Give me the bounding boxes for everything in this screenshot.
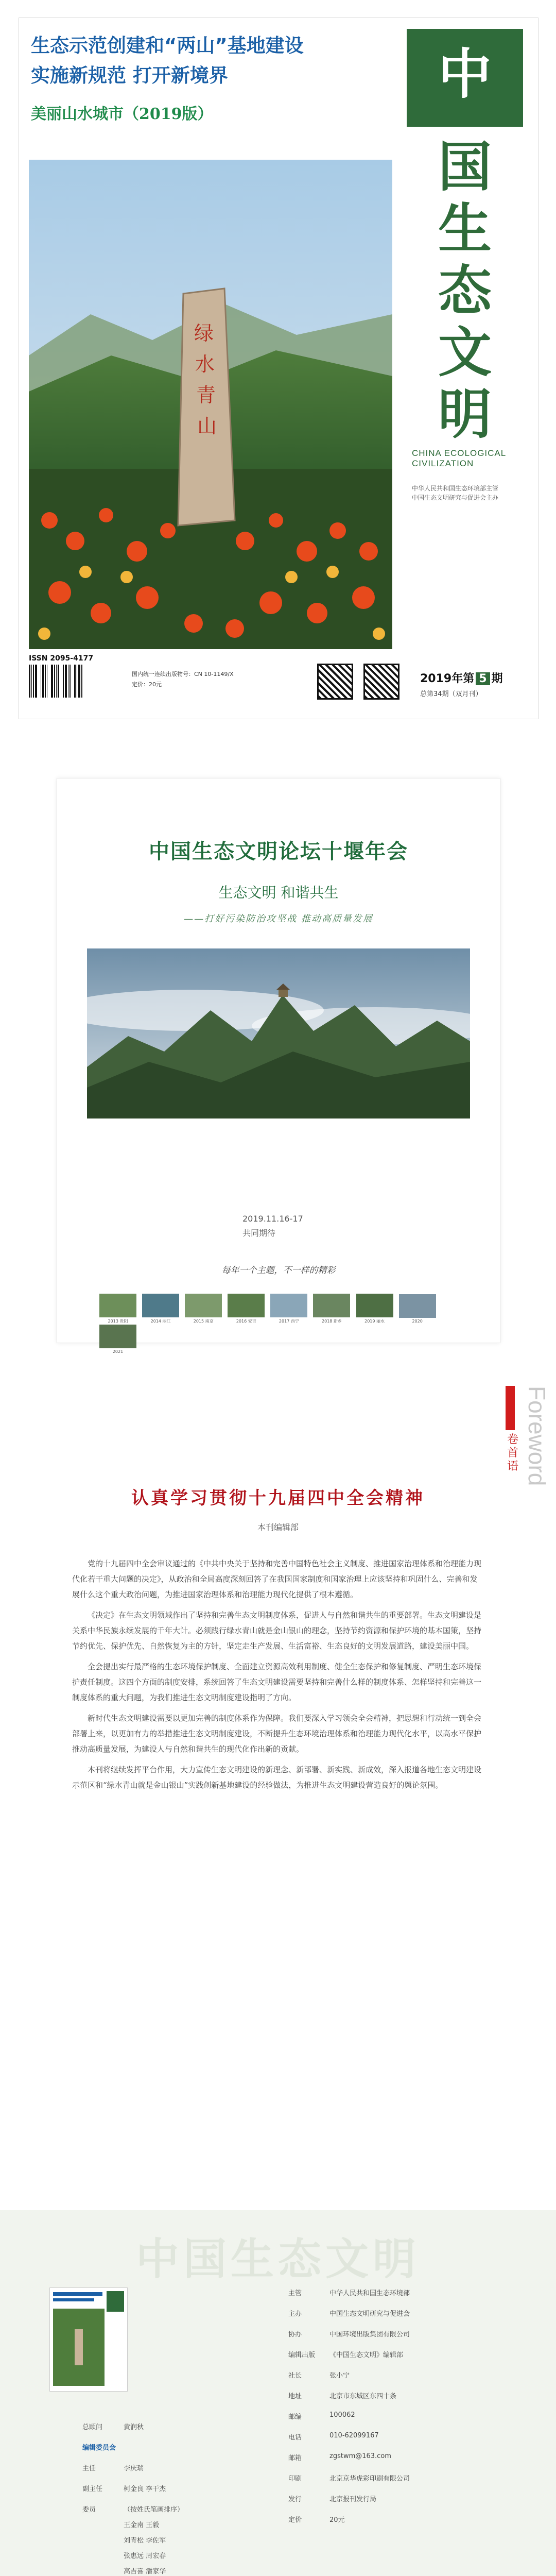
cover-foot-line-1: 国内统一连续出版物号：CN 10-1149/X <box>132 671 234 677</box>
imprint-label: 印刷 <box>288 2475 302 2483</box>
imprint-value: 北京报刊发行局 <box>329 2496 377 2503</box>
qr-code-icon <box>317 664 353 700</box>
imprint-value: 北京市东城区东四十条 <box>329 2393 397 2400</box>
imprint-value: 黄润秋 <box>124 2424 144 2431</box>
imprint-label: 总顾问 <box>82 2424 103 2431</box>
imprint-value: 张惠远 周宏春 <box>124 2552 166 2560</box>
thumbnail: 2021 <box>99 1325 136 1348</box>
imprint-value: 《中国生态文明》编辑部 <box>329 2351 404 2359</box>
forum-venue: 共同期待 <box>242 1228 276 1238</box>
cover-photo-illustration <box>29 160 392 649</box>
imprint-value: 20元 <box>329 2516 345 2524</box>
masthead-char-4: 态 <box>438 259 492 322</box>
forum-mountain-photo <box>87 948 470 1118</box>
thumbnail: 2014 丽江 <box>142 1294 179 1317</box>
thumbnail: 2019 丽水 <box>356 1294 393 1317</box>
imprint-value: 高吉喜 潘家华 <box>124 2568 166 2575</box>
cover-issue <box>420 670 503 686</box>
imprint-value: zgstwm@163.com <box>329 2452 391 2460</box>
imprint-value: 北京京华虎彩印刷有限公司 <box>329 2475 410 2483</box>
foreword-title: 认真学习贯彻十九届四中全会精神 <box>131 1488 425 1509</box>
imprint-label: 协办 <box>288 2331 302 2338</box>
forum-slogan: ——打好污染防治攻坚战 推动高质量发展 <box>184 913 373 924</box>
foreword-page <box>0 1386 556 2179</box>
forum-quote: 每年一个主题，不一样的精彩 <box>221 1265 336 1276</box>
cover-issue-suffix: 期 <box>491 672 503 685</box>
thumbnail: 2013 贵阳 <box>99 1294 136 1317</box>
imprint-label: 邮箱 <box>288 2454 302 2462</box>
imprint-value: 中华人民共和国生态环境部 <box>329 2290 410 2297</box>
svg-text:水: 水 <box>195 353 215 376</box>
thumbnail: 2017 西宁 <box>270 1294 307 1317</box>
thumbnail: 2015 南京 <box>185 1294 222 1317</box>
forum-title: 中国生态文明论坛十堰年会 <box>149 839 408 863</box>
forum-theme: 生态文明 和谐共生 <box>218 884 339 901</box>
masthead-char-2: 国 <box>438 135 492 198</box>
imprint-cover-thumbnail <box>49 2287 128 2392</box>
cover-footer <box>29 654 523 706</box>
cover-issue-year: 2019年第 <box>420 672 475 685</box>
foreword-english: Foreword <box>524 1386 550 1486</box>
imprint-label: 主任 <box>82 2465 96 2472</box>
cover-barcode <box>29 665 116 701</box>
imprint-label: 发行 <box>288 2496 302 2503</box>
imprint-label: 社长 <box>288 2372 302 2380</box>
cover-issn: ISSN 2095-4177 <box>29 654 94 663</box>
imprint-label: 主办 <box>288 2310 302 2318</box>
foreword-paragraph: 党的十九届四中全会审议通过的《中共中央关于坚持和完善中国特色社会主义制度、推进国家治理体系和治理能力现代化若干重大问题的决定》，从政治和全局高度深刻回答了在我国国家制度和国家治理上应该坚持和巩固什么、完善和发展什么这个重大政治问题，为推进国家治理体系和治理能力现代化提供了根本遵循。 <box>72 1559 482 1599</box>
cover-total-issue: 总第34期（双月刊） <box>420 690 482 698</box>
imprint-label: 邮编 <box>288 2413 302 2421</box>
imprint-label: 定价 <box>288 2516 302 2524</box>
cover-english-title: CHINA ECOLOGICAL CIVILIZATION <box>412 448 506 468</box>
imprint-label: 副主任 <box>82 2485 103 2493</box>
cover-headline-1: 生态示范创建和“两山”基地建设 <box>31 35 304 57</box>
imprint-value: 刘青松 李佐军 <box>124 2537 166 2545</box>
svg-text:青: 青 <box>196 384 216 406</box>
forum-date: 2019.11.16-17 <box>242 1214 303 1224</box>
imprint-value: 中国环境出版集团有限公司 <box>329 2331 410 2338</box>
thumbnail: 2016 安吉 <box>228 1294 265 1317</box>
imprint-value: （按姓氏笔画排序） <box>124 2506 184 2514</box>
cover-photo <box>29 160 392 649</box>
imprint-label: 主管 <box>288 2290 302 2297</box>
foreword-paragraph: 《决定》在生态文明领域作出了坚持和完善生态文明制度体系，促进人与自然和谐共生的重要部署。生态文明建设是关系中华民族永续发展的千年大计。必须践行绿水青山就是金山银山的理念，坚持节约资源和保护环境的基本国策，坚持节约优先、保护优先、自然恢复为主的方针，坚定走生产发展、生活富裕、生态良好的文明发展道路，建设美丽中国。 <box>72 1611 482 1651</box>
imprint-watermark: 中国生态文明 <box>135 2233 420 2284</box>
qr-code-icon <box>363 664 399 700</box>
foreword-paragraph: 本刊将继续发挥平台作用，大力宣传生态文明建设的新理念、新部署、新实践、新成效，深入报道各地生态文明建设示范区和“绿水青山就是金山银山”实践创新基地建设的经验做法，为推进生态文明建设营造良好的舆论氛围。 <box>72 1765 482 1790</box>
cover-org-1: 中华人民共和国生态环境部主管 <box>412 485 499 492</box>
cover-page <box>0 0 556 737</box>
imprint-label: 编辑委员会 <box>82 2444 116 2452</box>
forum-mountain-illustration <box>87 948 470 1118</box>
foreword-author: 本刊编辑部 <box>257 1522 299 1532</box>
svg-text:绿: 绿 <box>194 322 214 345</box>
foreword-paragraph: 全会提出实行最严格的生态环境保护制度、全面建立资源高效利用制度、健全生态保护和修复制度、严明生态环境保护责任制度。这四个方面的制度安排，系统回答了生态文明建设需要坚持和完善什么样的制度体系、怎样坚持和完善这一制度体系的重大问题，为我们推进生态文明制度建设指明了方向。 <box>72 1662 482 1702</box>
imprint-value: 100062 <box>329 2411 355 2419</box>
imprint-label: 电话 <box>288 2434 302 2442</box>
foreword-paragraph: 新时代生态文明建设需要以更加完善的制度体系作为保障。我们要深入学习领会全会精神，把思想和行动统一到全会部署上来，以更加有力的举措推进生态文明制度建设，不断提升生态环境治理体系和治理能力现代化水平，以高水平保护推动高质量发展，为建设人与自然和谐共生的现代化作出新的贡献。 <box>72 1714 482 1754</box>
thumbnail: 2020 <box>399 1294 436 1318</box>
masthead-char-6: 明 <box>438 382 492 446</box>
imprint-value: 李庆瑞 <box>124 2465 144 2472</box>
cover-org-2: 中国生态文明研究与促进会主办 <box>412 494 499 501</box>
cover-headline-2: 实施新规范 打开新境界 <box>31 64 228 87</box>
foreword-red-bar <box>506 1386 515 1430</box>
imprint-value: 中国生态文明研究与促进会 <box>329 2310 410 2318</box>
cover-foot-line-2: 定价：20元 <box>132 681 162 688</box>
masthead-char-3: 生 <box>438 197 492 260</box>
svg-text:山: 山 <box>197 415 217 437</box>
foreword-chinese-label: 卷首语 <box>507 1433 519 1473</box>
imprint-value: 柯金良 李干杰 <box>124 2485 166 2493</box>
masthead-char-5: 文 <box>438 320 492 384</box>
masthead-char-1: 中 <box>438 42 492 106</box>
imprint-page <box>0 2210 556 2576</box>
imprint-value: 010-62099167 <box>329 2432 379 2439</box>
imprint-cover-illustration <box>50 2288 127 2391</box>
cover-issue-number: 5 <box>476 672 490 685</box>
forum-advert-page <box>57 778 500 1354</box>
thumbnail: 2018 新乡 <box>313 1294 350 1317</box>
forum-thumbnail-strip <box>99 1294 458 1354</box>
imprint-value: 王金南 王毅 <box>124 2521 160 2529</box>
cover-subhead: 美丽山水城市（2019版） <box>31 105 213 123</box>
imprint-value: 张小宁 <box>329 2372 350 2380</box>
imprint-label: 编辑出版 <box>288 2351 316 2359</box>
imprint-label: 委员 <box>82 2506 96 2514</box>
imprint-label: 地址 <box>288 2393 302 2400</box>
foreword-body <box>72 1556 484 1798</box>
